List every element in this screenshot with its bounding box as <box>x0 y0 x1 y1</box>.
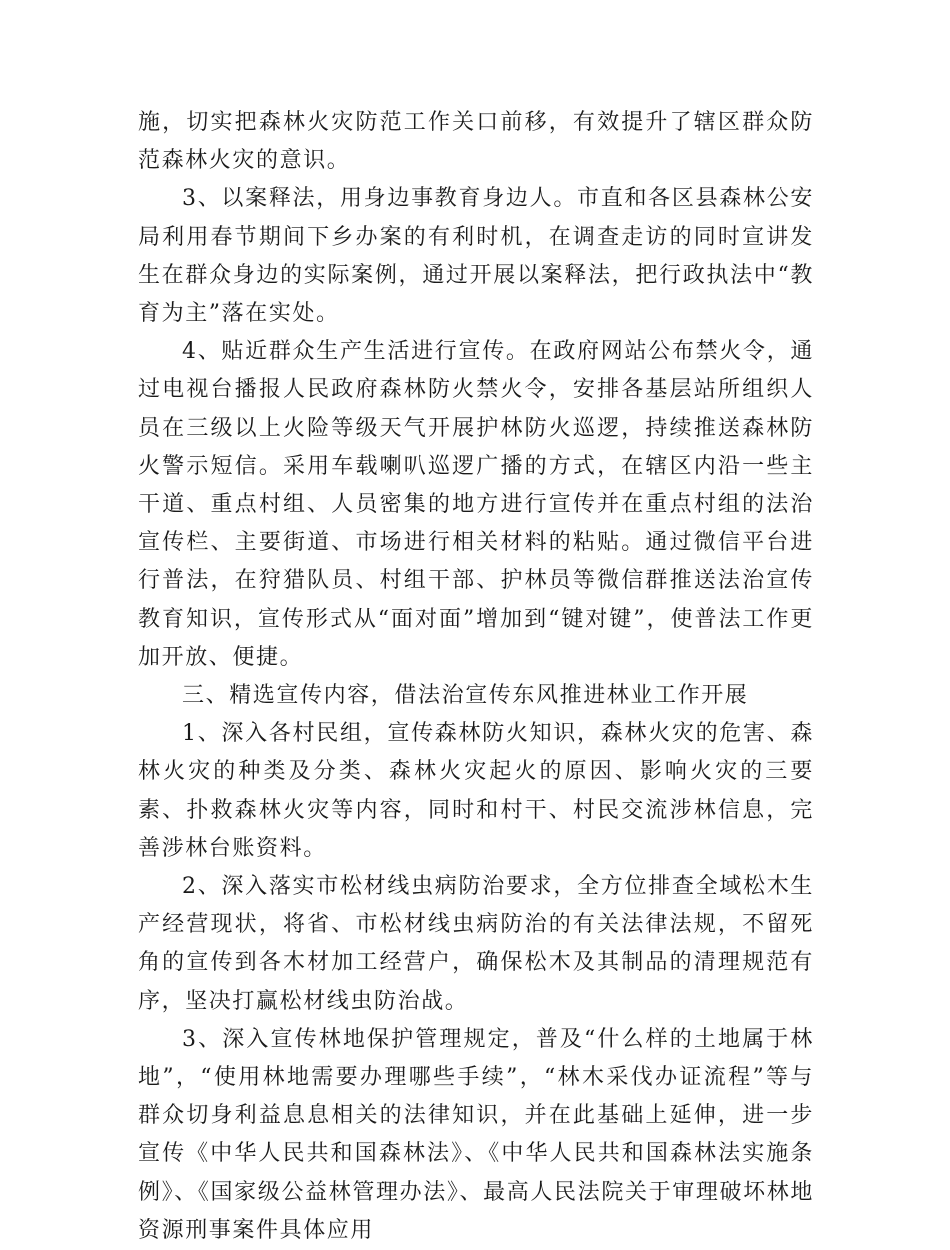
paragraph-6: 2、深入落实市松材线虫病防治要求，全方位排查全域松木生产经营现状，将省、市松材线虫病防治的有关法律法规，不留死角的宣传到各木材加工经营户，确保松木及其制品的清理规范有序，坚决打赢松材线虫防治战。 <box>138 874 814 1014</box>
paragraph-2: 3、以案释法，用身边事教育身边人。市直和各区县森林公安局利用春节期间下乡办案的有利时机，在调查走访的同时宣讲发生在群众身边的实际案例，通过开展以案释法，把行政执法中“教育为主”落在实处。 <box>138 186 814 327</box>
paragraph-3: 4、贴近群众生产生活进行宣传。在政府网站公布禁火令，通过电视台播报人民政府森林防火禁火令，安排各基层站所组织人员在三级以上火险等级天气开展护林防火巡逻，持续推送森林防火警示短信。采用车载喇叭巡逻广播的方式，在辖区内沿一些主干道、重点村组、人员密集的地方进行宣传并在重点村组的法治宣传栏、主要街道、市场进行相关材料的粘贴。通过微信平台进行普法，在狩猎队员、村组干部、护林员等微信群推送法治宣传教育知识，宣传形式从“面对面”增加到“键对键”，使普法工作更加开放、便捷。 <box>138 339 814 670</box>
paragraph-7: 3、深入宣传林地保护管理规定，普及“什么样的土地属于林地”，“使用林地需要办理哪些手续”，“林木采伐办证流程”等与群众切身利益息息相关的法律知识，并在此基础上延伸，进一步宣传《中华人民共和国森林法》、《中华人民共和国森林法实施条例》、《国家级公益林管理办法》、最高人民法院关于审理破坏林地资源刑事案件具体应用 <box>138 1026 814 1243</box>
paragraph-1: 施，切实把森林火灾防范工作关口前移，有效提升了辖区群众防范森林火灾的意识。 <box>138 110 814 174</box>
paragraph-5: 1、深入各村民组，宣传森林防火知识，森林火灾的危害、森林火灾的种类及分类、森林火灾起火的原因、影响火灾的三要素、扑救森林火灾等内容，同时和村干、村民交流涉林信息，完善涉林台账资料。 <box>138 721 814 861</box>
section-heading: 三、精选宣传内容，借法治宣传东风推进林业工作开展 <box>182 683 749 709</box>
document-body <box>138 104 814 1250</box>
